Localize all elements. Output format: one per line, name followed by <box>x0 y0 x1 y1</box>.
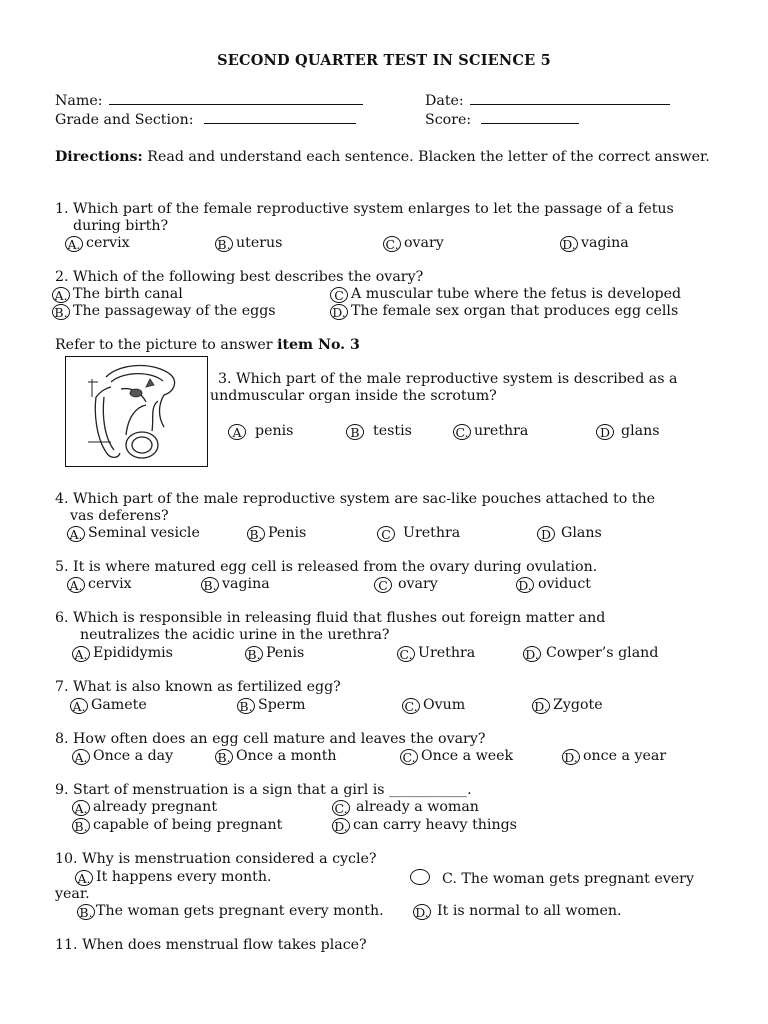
choice-circle[interactable]: D. <box>413 904 431 920</box>
q5-choice-b[interactable] <box>201 576 270 593</box>
question-6: 6. Which is responsible in releasing fluid that flushes out foreign matter and <box>55 610 606 626</box>
choice-circle[interactable]: C <box>374 577 392 593</box>
question-4: 4. Which part of the male reproductive system are sac-like pouches attached to the <box>55 491 655 507</box>
choice-circle[interactable]: B. <box>237 698 255 714</box>
choice-circle[interactable]: D. <box>560 236 578 252</box>
choice-circle[interactable]: A. <box>65 236 83 252</box>
choice-text: ovary <box>404 235 444 251</box>
refer-text: Refer to the picture to answer <box>55 337 278 353</box>
question-3-cont: undmuscular organ inside the scrotum? <box>210 388 497 404</box>
question-9: 9. Start of menstruation is a sign that a girl is ___________. <box>55 782 472 798</box>
q6-choice-d[interactable] <box>523 645 658 662</box>
directions <box>55 149 713 166</box>
choice-circle[interactable]: A. <box>52 287 70 303</box>
choice-circle[interactable]: C. <box>332 800 350 816</box>
q5-choice-a[interactable] <box>67 576 132 593</box>
q10-choice-c[interactable] <box>410 869 694 888</box>
choice-text: Once a day <box>93 748 174 764</box>
q2-choice-c[interactable] <box>330 286 681 303</box>
choice-text: Glans <box>561 525 602 541</box>
q3-choice-b[interactable] <box>346 423 412 440</box>
q7-choice-a[interactable] <box>70 697 147 714</box>
choice-circle[interactable]: C. <box>453 424 471 440</box>
test-title: SECOND QUARTER TEST IN SCIENCE 5 <box>217 52 551 69</box>
choice-circle[interactable]: B. <box>52 304 70 320</box>
choice-circle[interactable]: B. <box>77 904 95 920</box>
choice-text: Penis <box>268 525 307 541</box>
question-7: 7. What is also known as fertilized egg? <box>55 679 341 695</box>
choice-text: cervix <box>88 576 132 592</box>
choice-circle[interactable] <box>410 869 430 885</box>
choice-text: Seminal vesicle <box>88 525 200 541</box>
choice-text: ovary <box>398 576 438 592</box>
q8-choice-c[interactable] <box>400 748 513 765</box>
choice-circle[interactable]: A. <box>67 577 85 593</box>
name-blank[interactable] <box>109 92 363 105</box>
question-1: 1. Which part of the female reproductive system enlarges to let the passage of a fetus <box>55 201 674 217</box>
choice-text: A muscular tube where the fetus is developed <box>351 286 682 302</box>
question-1-cont: during birth? <box>73 218 169 234</box>
question-10: 10. Why is menstruation considered a cycle? <box>55 851 377 867</box>
q1-choice-b[interactable] <box>215 235 282 252</box>
q5-choice-c[interactable] <box>374 576 438 593</box>
choice-text: vagina <box>222 576 270 592</box>
q9-choice-a[interactable] <box>72 799 217 816</box>
choice-text: The passageway of the eggs <box>73 303 276 319</box>
choice-text: uterus <box>236 235 283 251</box>
q4-choice-c[interactable] <box>377 525 460 542</box>
date-blank[interactable] <box>470 92 670 105</box>
choice-circle[interactable]: C. <box>400 749 418 765</box>
name-field <box>55 92 363 110</box>
choice-circle[interactable]: A. <box>72 800 90 816</box>
q5-choice-d[interactable] <box>516 576 591 593</box>
choice-text: Epididymis <box>93 645 173 661</box>
question-11: 11. When does menstrual flow takes place? <box>55 937 367 953</box>
directions-label: Directions: <box>55 149 143 165</box>
q7-choice-b[interactable] <box>237 697 305 714</box>
choice-text: C. The woman gets pregnant every <box>442 871 694 887</box>
q7-choice-c[interactable] <box>402 697 465 714</box>
choice-text: already a woman <box>356 799 479 815</box>
choice-circle[interactable]: C <box>330 287 348 303</box>
q9-choice-c[interactable] <box>332 799 479 816</box>
choice-text: Once a month <box>236 748 337 764</box>
refer-item: item No. 3 <box>277 337 360 353</box>
choice-text: capable of being pregnant <box>93 817 283 833</box>
choice-text: Sperm <box>258 697 306 713</box>
grade-label: Grade and Section: <box>55 112 194 128</box>
q2-choice-b[interactable] <box>52 303 276 320</box>
choice-text: Penis <box>266 645 305 661</box>
q6-choice-a[interactable] <box>72 645 173 662</box>
question-6-cont: neutralizes the acidic urine in the urethra? <box>80 627 390 643</box>
choice-text: It is normal to all women. <box>437 903 622 919</box>
question-5: 5. It is where matured egg cell is released from the ovary during ovulation. <box>55 559 598 575</box>
q1-choice-c[interactable] <box>383 235 444 252</box>
choice-circle[interactable]: A. <box>70 698 88 714</box>
choice-text: It happens every month. <box>96 869 272 885</box>
choice-circle[interactable]: C <box>377 526 395 542</box>
choice-text: urethra <box>474 423 529 439</box>
choice-text: Urethra <box>403 525 461 541</box>
date-field <box>425 92 670 110</box>
q8-choice-a[interactable] <box>72 748 173 765</box>
q6-choice-b[interactable] <box>245 645 304 662</box>
refer-instruction <box>55 337 360 354</box>
score-field <box>425 111 579 129</box>
q6-choice-c[interactable] <box>397 645 475 662</box>
choice-text: already pregnant <box>93 799 218 815</box>
choice-circle[interactable]: A. <box>72 749 90 765</box>
choice-circle[interactable]: A. <box>72 646 90 662</box>
q10-choice-d[interactable] <box>413 903 622 920</box>
choice-text: can carry heavy things <box>353 817 517 833</box>
choice-circle[interactable]: C. <box>397 646 415 662</box>
score-blank[interactable] <box>481 111 579 124</box>
q2-choice-a[interactable] <box>52 286 183 303</box>
question-8: 8. How often does an egg cell mature and leaves the ovary? <box>55 731 486 747</box>
q10-choice-b[interactable] <box>77 903 384 920</box>
choice-circle[interactable]: C. <box>402 698 420 714</box>
choice-circle[interactable]: D. <box>330 304 348 320</box>
choice-circle[interactable]: D. <box>332 818 350 834</box>
question-10-wrap: year. <box>55 886 90 902</box>
question-3: 3. Which part of the male reproductive system is described as a <box>218 371 678 387</box>
choice-text: oviduct <box>538 576 591 592</box>
name-label: Name: <box>55 93 103 109</box>
grade-field <box>55 111 356 129</box>
choice-text: Zygote <box>553 697 603 713</box>
choice-circle[interactable]: B <box>346 424 364 440</box>
choice-text: The woman gets pregnant every month. <box>96 903 384 919</box>
choice-text: The birth canal <box>73 286 183 302</box>
choice-text: once a year <box>583 748 667 764</box>
choice-circle[interactable]: B. <box>201 577 219 593</box>
q2-choice-d[interactable] <box>330 303 678 320</box>
male-reproductive-figure <box>65 356 208 467</box>
choice-circle[interactable]: B. <box>215 749 233 765</box>
q9-choice-b[interactable] <box>72 817 282 834</box>
question-4-cont: vas deferens? <box>70 508 169 524</box>
q4-choice-d[interactable] <box>537 525 602 542</box>
q3-choice-d[interactable] <box>596 423 660 440</box>
q4-choice-b[interactable] <box>247 525 306 542</box>
q8-choice-b[interactable] <box>215 748 337 765</box>
choice-circle[interactable]: D <box>596 424 614 440</box>
choice-text: penis <box>255 423 294 439</box>
choice-text: glans <box>621 423 660 439</box>
choice-text: cervix <box>86 235 130 251</box>
q3-choice-c[interactable] <box>453 423 528 440</box>
q4-choice-a[interactable] <box>67 525 200 542</box>
choice-text: Once a week <box>421 748 514 764</box>
choice-text: The female sex organ that produces egg cells <box>351 303 679 319</box>
choice-circle[interactable]: B. <box>72 818 90 834</box>
choice-circle[interactable]: A <box>228 424 246 440</box>
choice-circle[interactable]: B. <box>247 526 265 542</box>
choice-text: Cowper’s gland <box>546 645 659 661</box>
directions-text: Read and understand each sentence. Blacken the letter of the correct answer. <box>142 149 710 165</box>
choice-text: Ovum <box>423 697 466 713</box>
choice-circle[interactable]: B. <box>245 646 263 662</box>
q9-choice-d[interactable] <box>332 817 517 834</box>
choice-text: vagina <box>581 235 629 251</box>
choice-circle[interactable]: C. <box>383 236 401 252</box>
grade-blank[interactable] <box>204 111 356 124</box>
q8-choice-d[interactable] <box>562 748 666 765</box>
choice-circle[interactable]: D. <box>562 749 580 765</box>
date-label: Date: <box>425 93 464 109</box>
choice-circle[interactable]: D. <box>532 698 550 714</box>
choice-text: testis <box>373 423 412 439</box>
q10-choice-a[interactable] <box>75 869 272 886</box>
q1-choice-d[interactable] <box>560 235 629 252</box>
choice-circle[interactable]: D. <box>516 577 534 593</box>
q1-choice-a[interactable] <box>65 235 130 252</box>
choice-circle[interactable]: D <box>537 526 555 542</box>
choice-circle[interactable]: B. <box>215 236 233 252</box>
choice-text: Urethra <box>418 645 476 661</box>
choice-circle[interactable]: A. <box>75 870 93 886</box>
q3-choice-a[interactable] <box>228 423 293 440</box>
choice-text: Gamete <box>91 697 147 713</box>
choice-circle[interactable]: A. <box>67 526 85 542</box>
q7-choice-d[interactable] <box>532 697 603 714</box>
choice-circle[interactable]: D. <box>523 646 541 662</box>
question-2: 2. Which of the following best describes the ovary? <box>55 269 424 285</box>
anatomy-illustration <box>66 357 207 466</box>
score-label: Score: <box>425 112 472 128</box>
